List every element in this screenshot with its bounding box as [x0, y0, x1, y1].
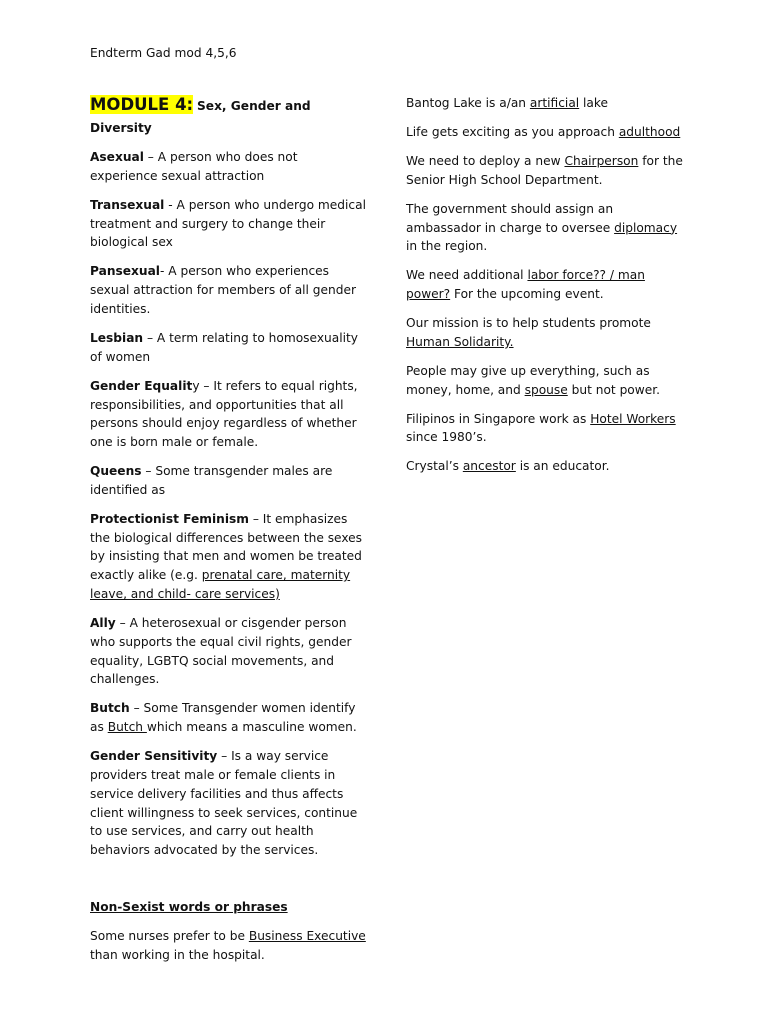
definition-text: - A person who experiences sexual attraction for members of all gender identities.: [90, 264, 357, 316]
sentence-after: is an educator.: [515, 459, 610, 474]
sentence-after: for the Senior High School Department.: [406, 153, 683, 187]
term: Butch: [90, 701, 130, 716]
sentence-item: [406, 152, 686, 190]
term: Gender Sensitivity: [90, 749, 218, 764]
definition-text: – It emphasizes the biological differences between the sexes by insisting that men and women be treated exactly alike (e.g.: [90, 511, 363, 583]
sentence-item: [406, 457, 686, 476]
underlined-phrase: Business Executive: [248, 928, 366, 943]
underlined-phrase: labor force?? / man power?: [406, 268, 645, 302]
definition-text-after: which means a masculine women.: [146, 720, 357, 735]
definition-gender-equality: [90, 377, 366, 452]
sentence-after: but not power.: [567, 382, 660, 397]
left-column: [90, 94, 366, 975]
term: Lesbian: [90, 330, 144, 345]
term: Protectionist Feminism: [90, 511, 249, 526]
term: Asexual: [90, 150, 144, 164]
page-header: Endterm Gad mod 4,5,6: [90, 46, 237, 60]
sentence-before: We need additional: [406, 268, 528, 283]
sentence-after: than working in the hospital.: [90, 947, 265, 962]
sentence-before: People may give up everything, such as money, home, and: [406, 363, 650, 397]
sentence-item: [406, 362, 686, 400]
definition-text: y – It refers to equal rights, responsibilities, and opportunities that all persons should enjoy regardless of whether one is born male or female.: [90, 378, 358, 450]
definition-text: – A term relating to homosexuality of women: [90, 330, 358, 364]
sentence-after: since 1980’s.: [406, 430, 487, 445]
underlined-phrase: diplomacy: [614, 220, 678, 235]
sentence-before: Crystal’s: [406, 459, 463, 474]
definition-lesbian: [90, 329, 366, 367]
non-sexist-heading: Non-Sexist words or phrases: [90, 899, 288, 914]
sentence-item: [406, 123, 686, 142]
definition-text: - A person who undergo medical treatment and surgery to change their biological sex: [90, 197, 366, 250]
module-subtitle: Sex, Gender and Diversity: [90, 99, 311, 135]
sentence-before: Filipinos in Singapore work as: [406, 411, 591, 426]
definition-text: – Some transgender males are identified as: [90, 464, 333, 497]
sentence-item: [406, 410, 686, 448]
sentence-after: For the upcoming event.: [450, 287, 604, 302]
sentence-item: [406, 94, 686, 113]
definition-pansexual: [90, 262, 366, 318]
sentence-before: Our mission is to help students promote: [406, 316, 651, 331]
underlined-phrase: spouse: [524, 382, 568, 397]
definition-text: – Is a way service providers treat male or female clients in service delivery facilities and thus affects client willingness to seek services, continue to use services, and carry out health behaviors advocated by the services.: [90, 749, 358, 858]
definition-text: – A heterosexual or cisgender person who supports the equal civil rights, gender equality, LGBTQ social movements, and challenges.: [90, 616, 352, 687]
definition-transexual: [90, 196, 366, 252]
term: Pansexual: [90, 264, 160, 279]
sentence-after: in the region.: [406, 239, 488, 254]
definition-ally: [90, 614, 366, 689]
underlined-phrase: prenatal care, maternity leave, and child- care services): [90, 568, 351, 602]
underlined-phrase: Hotel Workers: [590, 411, 676, 426]
definition-gender-sensitivity: [90, 747, 366, 860]
term: Gender Equalit: [90, 378, 193, 393]
non-sexist-sentence: [90, 927, 366, 965]
underlined-phrase: Chairperson: [564, 153, 639, 168]
sentence-before: Bantog Lake is a/an: [406, 96, 530, 110]
term: Ally: [90, 616, 116, 631]
sentence-item: [406, 314, 686, 352]
definition-queens: [90, 462, 366, 500]
definition-text: – A person who does not experience sexual attraction: [90, 150, 298, 183]
definition-text: – Some Transgender women identify as: [90, 701, 356, 735]
underlined-phrase: artificial: [529, 96, 580, 110]
sentence-after: lake: [579, 96, 609, 110]
sentence-before: We need to deploy a new: [406, 153, 565, 168]
module-heading: [90, 94, 366, 139]
definition-butch: [90, 699, 366, 737]
definition-protectionist-feminism: [90, 510, 366, 604]
sentence-item: [406, 200, 686, 256]
underlined-phrase: ancestor: [462, 459, 516, 474]
sentence-before: The government should assign an ambassador in charge to oversee: [406, 201, 615, 235]
definition-asexual: [90, 148, 366, 186]
sentence-before: Life gets exciting as you approach: [406, 124, 619, 139]
underlined-phrase: adulthood: [618, 124, 681, 139]
right-column: [406, 94, 686, 486]
term: Queens: [90, 464, 142, 479]
sentence-before: Some nurses prefer to be: [90, 928, 249, 943]
module-label: MODULE 4:: [90, 95, 194, 114]
underlined-phrase: Human Solidarity.: [406, 334, 514, 349]
underlined-phrase: Butch: [107, 720, 147, 735]
sentence-item: [406, 266, 686, 304]
term: Transexual: [90, 197, 165, 212]
